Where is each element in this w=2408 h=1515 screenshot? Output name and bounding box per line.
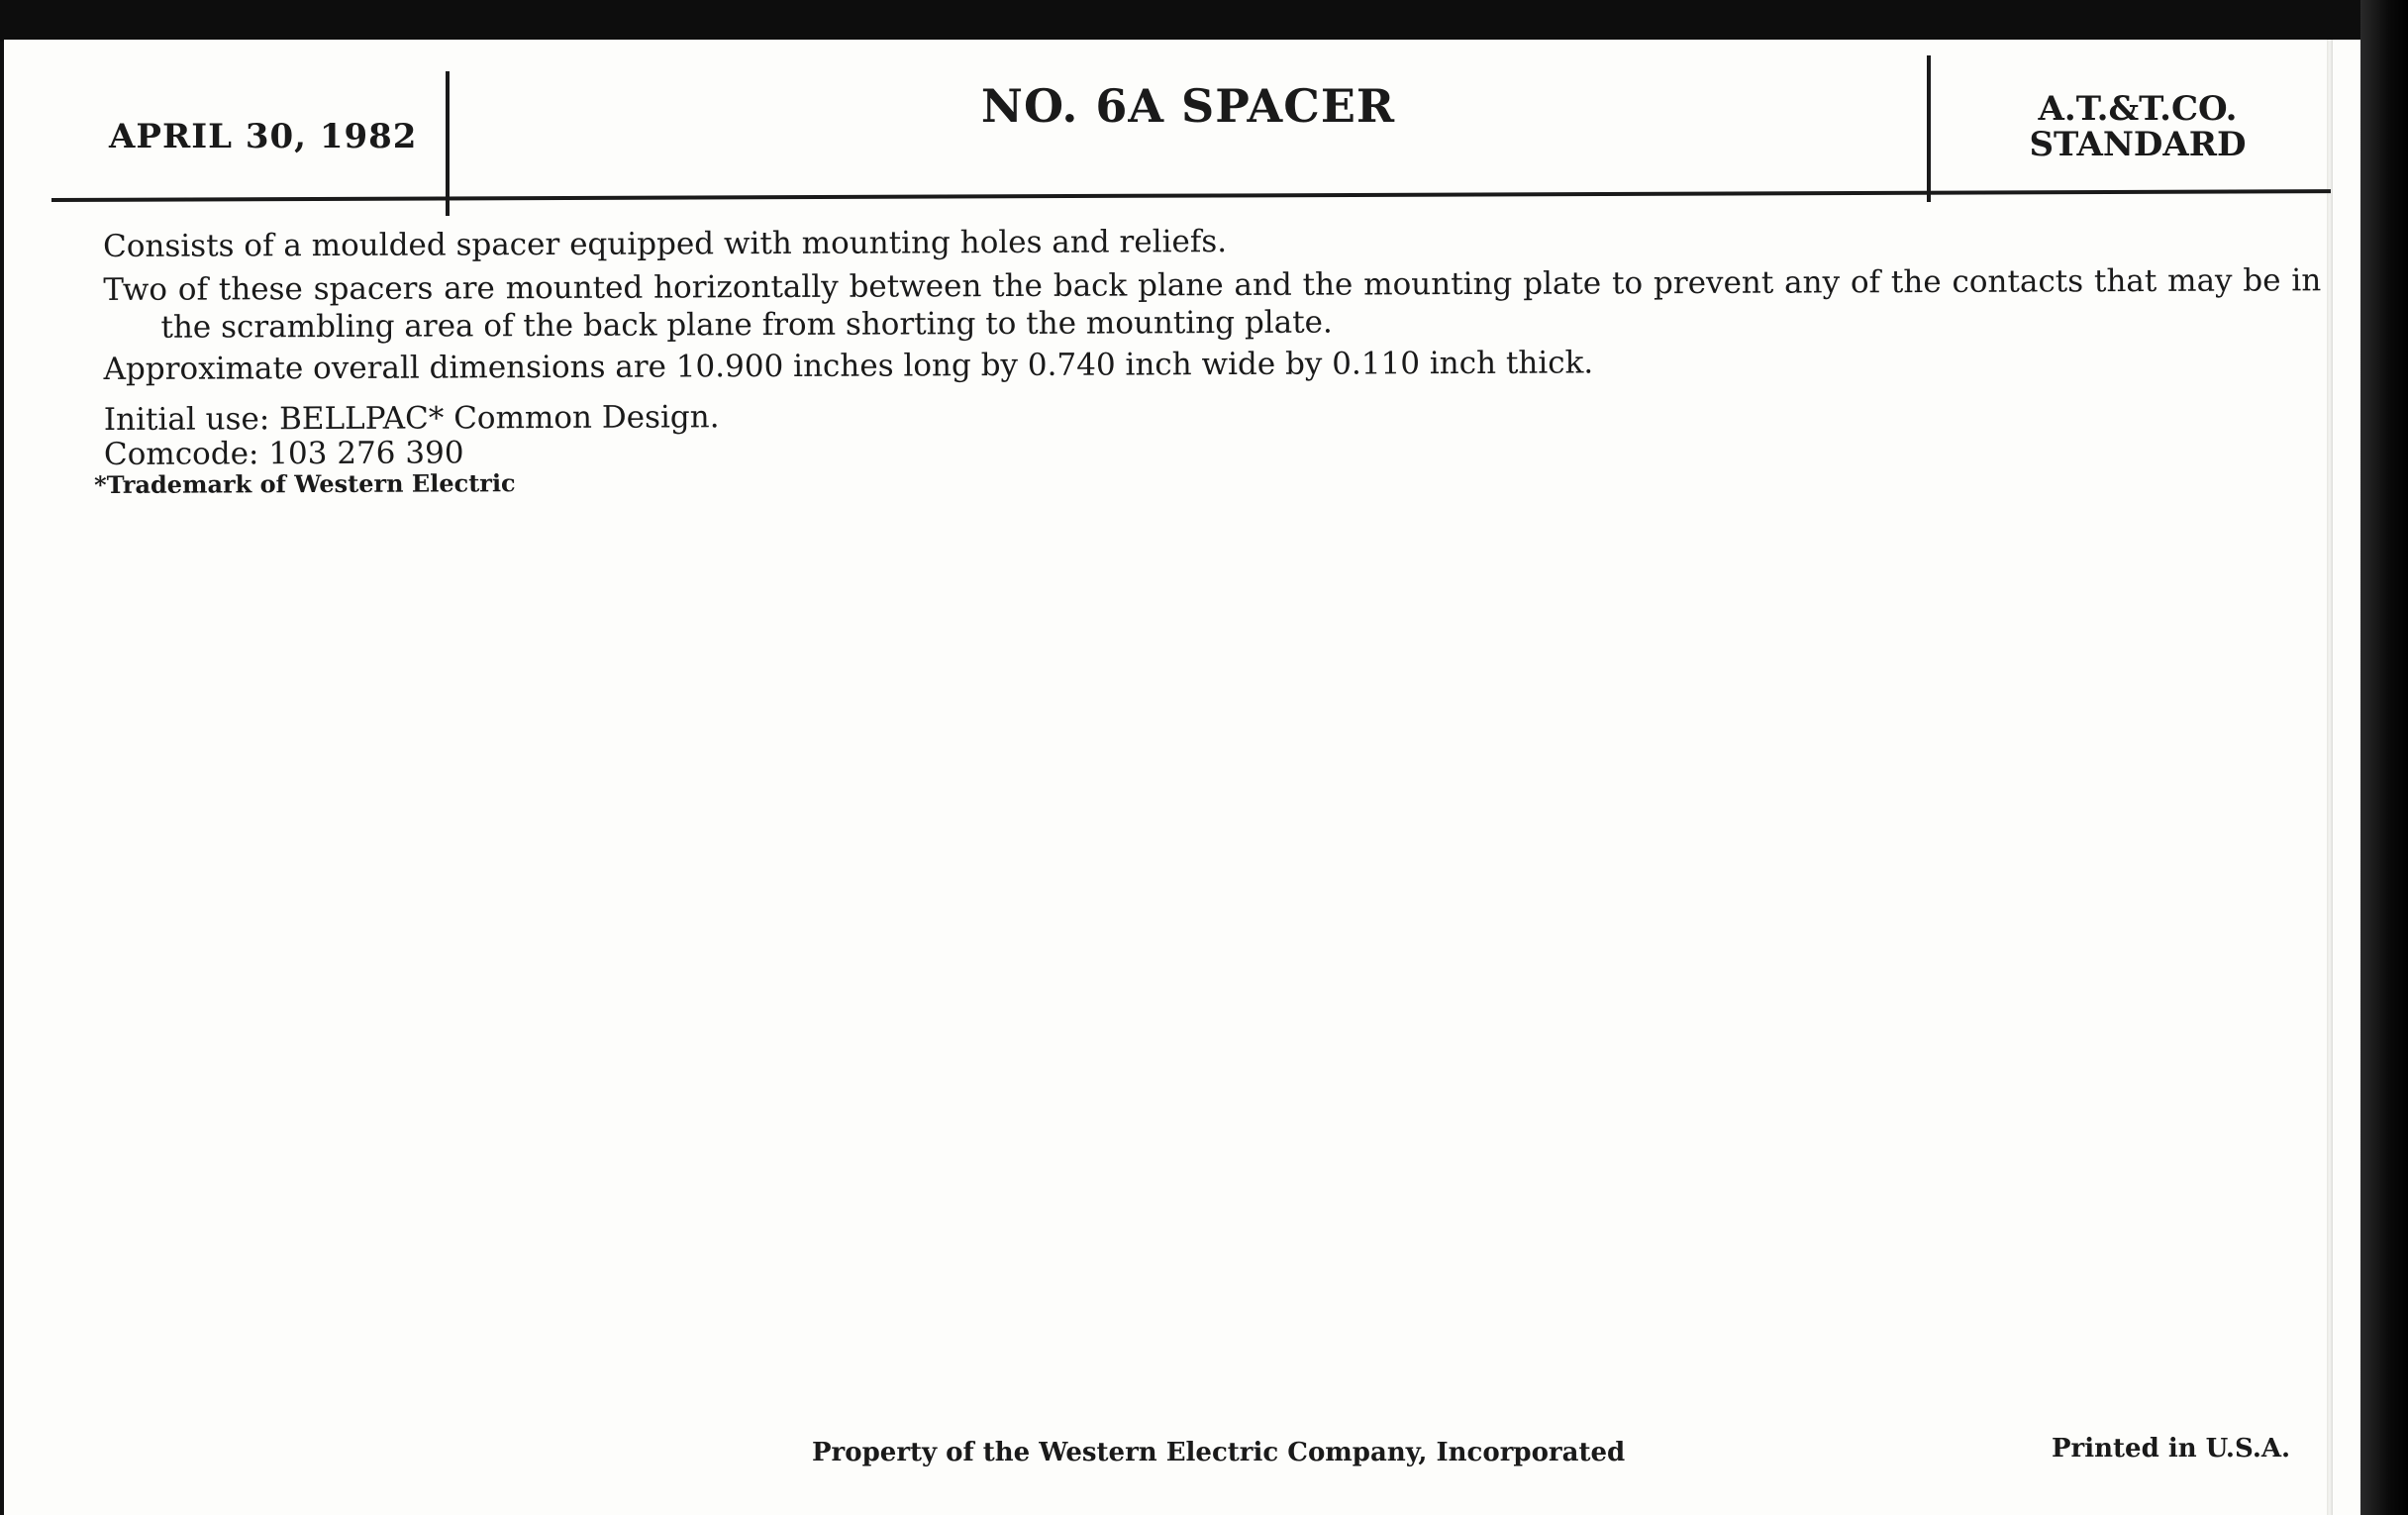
footer-property-notice: Property of the Western Electric Company, Incorporated (812, 1438, 1626, 1467)
document-title: NO. 6A SPACER (980, 79, 1396, 133)
footer-printed-in: Printed in U.S.A. (2052, 1434, 2291, 1464)
document-date: APRIL 30, 1982 (109, 117, 418, 156)
standard-label-line2: STANDARD (2029, 125, 2247, 164)
standard-label-line1: A.T.&T.CO. (2038, 89, 2238, 129)
description-paragraph: Consists of a moulded spacer equipped with mounting holes and reliefs. (103, 224, 1228, 264)
card-fold-line (2327, 40, 2333, 1515)
initial-use-line: Initial use: BELLPAC* Common Design. (103, 399, 720, 438)
header-divider-right (1927, 55, 1931, 202)
document-body (94, 218, 2322, 500)
trademark-note: *Trademark of Western Electric (94, 468, 516, 500)
document-card (4, 40, 2364, 1515)
header-rule (51, 189, 2331, 202)
dimensions-paragraph: Approximate overall dimensions are 10.900 inches long by 0.740 inch wide by 0.110 inch thick. (103, 345, 1594, 387)
scanner-edge-right (2360, 0, 2408, 1515)
standard-label (1945, 91, 2331, 162)
scanner-edge-top (0, 0, 2408, 42)
comcode-line: Comcode: 103 276 390 (103, 435, 464, 472)
mounting-paragraph: Two of these spacers are mounted horizontally between the back plane and the mounting plate to prevent any of the contacts that may be in the scrambling area of the back plane from shorting to the mounting plate. (103, 262, 2322, 346)
